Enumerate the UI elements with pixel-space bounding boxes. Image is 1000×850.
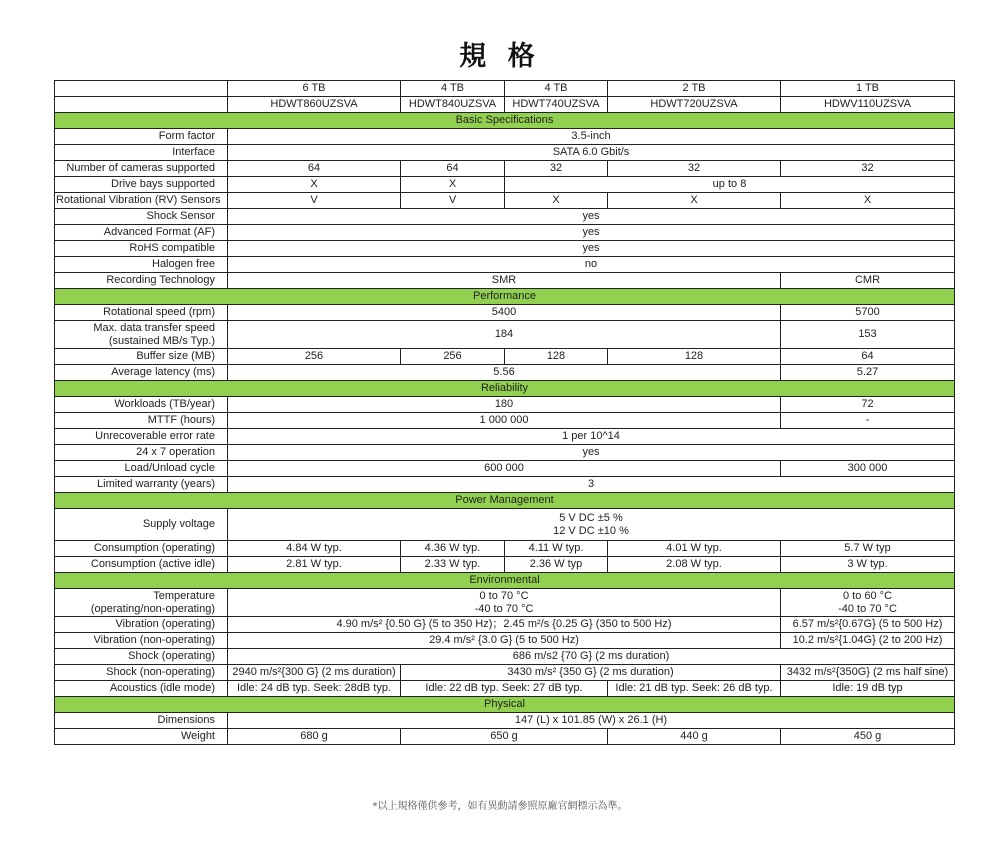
value-cell: yes	[228, 445, 955, 461]
value-cell: 32	[608, 161, 781, 177]
value-cell: CMR	[781, 273, 955, 289]
row-label: Shock (operating)	[55, 649, 228, 665]
value-cell: 5400	[228, 305, 781, 321]
capacity-cell: 6 TB	[228, 81, 401, 97]
section-title: Physical	[55, 697, 955, 713]
value-cell: X	[608, 193, 781, 209]
value-cell: 3 W typ.	[781, 557, 955, 573]
page-title: 規 格	[459, 41, 541, 72]
value-cell: yes	[228, 225, 955, 241]
row-label: Vibration (operating)	[55, 617, 228, 633]
value-cell: X	[781, 193, 955, 209]
table-row	[55, 349, 955, 365]
value-cell: -	[781, 413, 955, 429]
spec-table	[54, 80, 955, 745]
value-cell: 64	[228, 161, 401, 177]
row-label: Supply voltage	[55, 509, 228, 541]
row-label-line: Temperature	[153, 589, 215, 602]
row-label: Rotational speed (rpm)	[55, 305, 228, 321]
model-cell: HDWV110UZSVA	[781, 97, 955, 113]
table-row	[55, 429, 955, 445]
value-cell: 128	[608, 349, 781, 365]
value-cell: 4.01 W typ.	[608, 541, 781, 557]
value-cell: Idle: 19 dB typ	[781, 681, 955, 697]
value-line: 0 to 60 °C	[842, 589, 893, 602]
value-cell: 3432 m/s²{350G} (2 ms half sine)	[781, 665, 955, 681]
value-cell: Idle: 24 dB typ. Seek: 28dB typ.	[228, 681, 401, 697]
table-row	[55, 397, 955, 413]
section-title: Basic Specifications	[55, 113, 955, 129]
table-row	[55, 633, 955, 649]
value-cell: X	[401, 177, 505, 193]
value-cell: 6.57 m/s²{0.67G} (5 to 500 Hz)	[781, 617, 955, 633]
value-cell: yes	[228, 209, 955, 225]
value-cell: 32	[505, 161, 608, 177]
value-cell: 2.36 W typ	[505, 557, 608, 573]
value-cell: SATA 6.0 Gbit/s	[228, 145, 955, 161]
section-header-power	[55, 493, 955, 509]
value-cell: V	[228, 193, 401, 209]
section-header-environmental	[55, 573, 955, 589]
row-label: Buffer size (MB)	[55, 349, 228, 365]
row-label	[55, 589, 228, 617]
row-label-line: Max. data transfer speed	[93, 321, 215, 334]
model-cell: HDWT860UZSVA	[228, 97, 401, 113]
row-label: Number of cameras supported	[55, 161, 228, 177]
value-cell: 1 per 10^14	[228, 429, 955, 445]
value-cell: 4.84 W typ.	[228, 541, 401, 557]
section-title: Performance	[55, 289, 955, 305]
value-cell: up to 8	[505, 177, 955, 193]
value-cell: 147 (L) x 101.85 (W) x 26.1 (H)	[228, 713, 955, 729]
row-label-line: (operating/non-operating)	[90, 602, 215, 615]
value-cell: SMR	[228, 273, 781, 289]
value-cell: 10.2 m/s²{1.04G} (2 to 200 Hz)	[781, 633, 955, 649]
value-cell: V	[401, 193, 505, 209]
row-label: Workloads (TB/year)	[55, 397, 228, 413]
capacity-cell: 1 TB	[781, 81, 955, 97]
row-label	[55, 321, 228, 349]
model-cell: HDWT840UZSVA	[401, 97, 505, 113]
value-cell: 680 g	[228, 729, 401, 745]
table-row	[55, 257, 955, 273]
value-cell: 72	[781, 397, 955, 413]
value-line: 12 V DC ±10 %	[553, 524, 629, 537]
value-cell: 440 g	[608, 729, 781, 745]
value-cell: 128	[505, 349, 608, 365]
value-line: -40 to 70 °C	[838, 602, 897, 615]
value-cell: 256	[401, 349, 505, 365]
section-header-reliability	[55, 381, 955, 397]
row-label: Dimensions	[55, 713, 228, 729]
table-row	[55, 557, 955, 573]
value-cell: 4.11 W typ.	[505, 541, 608, 557]
value-cell: 4.36 W typ.	[401, 541, 505, 557]
value-cell: 3.5-inch	[228, 129, 955, 145]
table-row	[55, 477, 955, 493]
row-label: Recording Technology	[55, 273, 228, 289]
value-cell: X	[505, 193, 608, 209]
table-row	[55, 649, 955, 665]
section-title: Power Management	[55, 493, 955, 509]
capacity-cell: 4 TB	[505, 81, 608, 97]
value-cell: no	[228, 257, 955, 273]
row-label: Shock Sensor	[55, 209, 228, 225]
value-cell: 64	[401, 161, 505, 177]
value-cell: 5.56	[228, 365, 781, 381]
row-label: MTTF (hours)	[55, 413, 228, 429]
row-label: Unrecoverable error rate	[55, 429, 228, 445]
section-title: Environmental	[55, 573, 955, 589]
row-label: RoHS compatible	[55, 241, 228, 257]
row-label: 24 x 7 operation	[55, 445, 228, 461]
row-label: Rotational Vibration (RV) Sensors	[55, 193, 228, 209]
table-row	[55, 713, 955, 729]
table-row	[55, 541, 955, 557]
value-cell: 32	[781, 161, 955, 177]
row-label: Average latency (ms)	[55, 365, 228, 381]
value-cell: 450 g	[781, 729, 955, 745]
row-label: Consumption (operating)	[55, 541, 228, 557]
table-row	[55, 161, 955, 177]
section-title: Reliability	[55, 381, 955, 397]
value-cell: 2940 m/s²{300 G} (2 ms duration)	[228, 665, 401, 681]
value-cell: 3430 m/s² {350 G} (2 ms duration)	[401, 665, 781, 681]
table-row	[55, 445, 955, 461]
section-header-physical	[55, 697, 955, 713]
value-cell: 300 000	[781, 461, 955, 477]
table-row	[55, 365, 955, 381]
table-row	[55, 413, 955, 429]
table-row	[55, 509, 955, 541]
row-label: Interface	[55, 145, 228, 161]
row-label: Consumption (active idle)	[55, 557, 228, 573]
table-row	[55, 681, 955, 697]
value-cell: 600 000	[228, 461, 781, 477]
value-cell: 29.4 m/s² {3.0 G} (5 to 500 Hz)	[228, 633, 781, 649]
footnote: *以上規格僅供參考，如有異動請參照原廠官網標示為準。	[372, 801, 628, 812]
value-cell: 4.90 m/s² {0.50 G} (5 to 350 Hz)；2.45 m²/s {0.25 G} (350 to 500 Hz)	[228, 617, 781, 633]
value-cell: 2.08 W typ.	[608, 557, 781, 573]
model-cell: HDWT720UZSVA	[608, 97, 781, 113]
value-cell	[781, 589, 955, 617]
row-label-line: (sustained MB/s Typ.)	[108, 334, 215, 347]
row-label: Load/Unload cycle	[55, 461, 228, 477]
row-label: Advanced Format (AF)	[55, 225, 228, 241]
section-header-performance	[55, 289, 955, 305]
value-cell: Idle: 21 dB typ. Seek: 26 dB typ.	[608, 681, 781, 697]
table-row	[55, 461, 955, 477]
value-cell: yes	[228, 241, 955, 257]
row-label: Halogen free	[55, 257, 228, 273]
value-cell: X	[228, 177, 401, 193]
table-row	[55, 225, 955, 241]
value-cell: 64	[781, 349, 955, 365]
row-label: Vibration (non-operating)	[55, 633, 228, 649]
row-label: Limited warranty (years)	[55, 477, 228, 493]
table-row	[55, 129, 955, 145]
table-row	[55, 177, 955, 193]
value-cell: 3	[228, 477, 955, 493]
row-label: Form factor	[55, 129, 228, 145]
value-cell: 1 000 000	[228, 413, 781, 429]
table-row	[55, 665, 955, 681]
value-line: 0 to 70 °C	[479, 589, 529, 602]
table-row	[55, 241, 955, 257]
model-row	[55, 97, 955, 113]
value-cell: 5.27	[781, 365, 955, 381]
table-row	[55, 193, 955, 209]
value-line: 5 V DC ±5 %	[559, 511, 623, 524]
table-row	[55, 589, 955, 617]
table-row	[55, 321, 955, 349]
value-line: -40 to 70 °C	[474, 602, 534, 615]
value-cell: Idle: 22 dB typ. Seek: 27 dB typ.	[401, 681, 608, 697]
capacity-row	[55, 81, 955, 97]
row-label: Shock (non-operating)	[55, 665, 228, 681]
table-row	[55, 729, 955, 745]
value-cell: 180	[228, 397, 781, 413]
value-cell: 686 m/s2 {70 G} (2 ms duration)	[228, 649, 955, 665]
value-cell	[228, 589, 781, 617]
section-header-basic	[55, 113, 955, 129]
table-row	[55, 617, 955, 633]
value-cell: 5.7 W typ	[781, 541, 955, 557]
table-row	[55, 145, 955, 161]
value-cell: 184	[228, 321, 781, 349]
table-row	[55, 273, 955, 289]
model-cell: HDWT740UZSVA	[505, 97, 608, 113]
table-row	[55, 209, 955, 225]
value-cell: 256	[228, 349, 401, 365]
capacity-cell: 2 TB	[608, 81, 781, 97]
value-cell: 153	[781, 321, 955, 349]
value-cell: 5700	[781, 305, 955, 321]
row-label: Acoustics (idle mode)	[55, 681, 228, 697]
value-cell: 2.81 W typ.	[228, 557, 401, 573]
row-label: Drive bays supported	[55, 177, 228, 193]
value-cell: 650 g	[401, 729, 608, 745]
value-cell	[228, 509, 955, 541]
row-label: Weight	[55, 729, 228, 745]
capacity-cell: 4 TB	[401, 81, 505, 97]
value-cell: 2.33 W typ.	[401, 557, 505, 573]
table-row	[55, 305, 955, 321]
